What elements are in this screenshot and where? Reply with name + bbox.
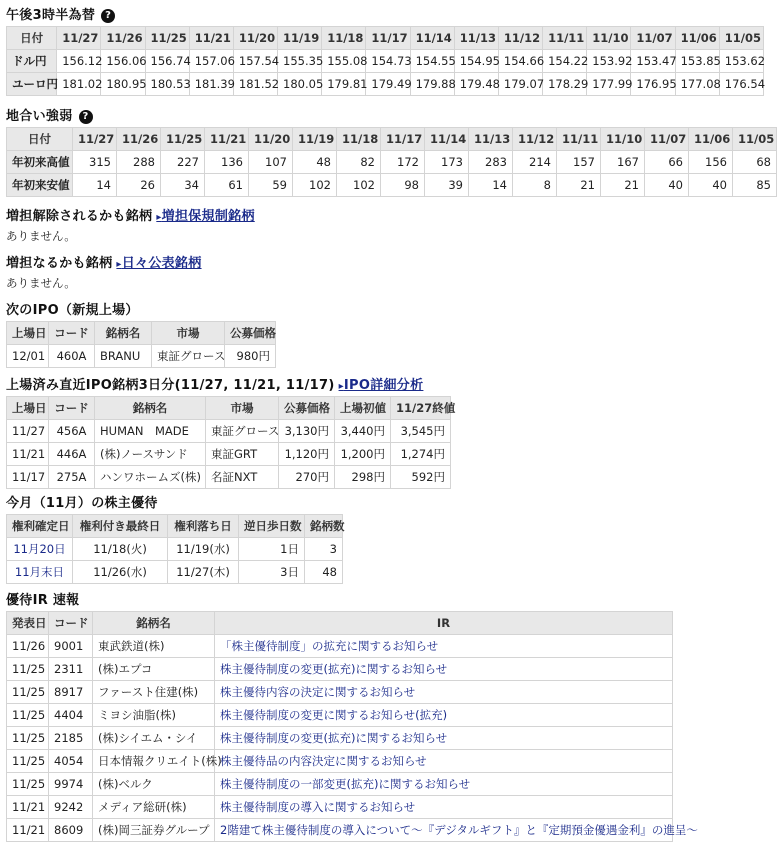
date-header: 11/13: [454, 27, 498, 50]
table-cell: 155.08: [322, 50, 366, 73]
table-cell: 11/27: [7, 420, 49, 443]
table-cell: 177.08: [675, 73, 719, 96]
column-header: 銘柄名: [95, 322, 152, 345]
row-label: 年初来高値: [7, 151, 73, 174]
table-row: [7, 73, 764, 96]
row-link[interactable]: 株主優待内容の決定に関するお知らせ: [220, 685, 416, 699]
table-cell: 288: [117, 151, 161, 174]
table-cell: 3: [305, 538, 343, 561]
table-cell: [215, 727, 673, 750]
table-cell: 275A: [49, 466, 95, 489]
table-cell: 156.06: [101, 50, 145, 73]
table-cell: 8: [513, 174, 557, 197]
table-cell: 176.95: [631, 73, 675, 96]
table-row: [7, 443, 451, 466]
column-header: 上場日: [7, 397, 49, 420]
table-row: [7, 704, 673, 727]
table-cell: ミヨシ油脂(株): [93, 704, 215, 727]
table-cell: 157.54: [233, 50, 277, 73]
row-link[interactable]: 11月20日: [13, 542, 66, 556]
row-link[interactable]: 株主優待制度の変更に関するお知らせ(拡充): [220, 708, 448, 722]
table-cell: 40: [689, 174, 733, 197]
table-cell: ハンワホームズ(株): [95, 466, 206, 489]
table-cell: 11/25: [7, 704, 49, 727]
table-cell: 21: [557, 174, 601, 197]
table-cell: 1,274円: [391, 443, 451, 466]
fx-section-title: [6, 4, 115, 23]
table-cell: 61: [205, 174, 249, 197]
table-cell: 12/01: [7, 345, 49, 368]
recent-ipo-title-text: 上場済み直近IPO銘柄3日分(11/27, 11/21, 11/17): [6, 378, 335, 393]
table-cell: 155.35: [278, 50, 322, 73]
table-cell: 167: [601, 151, 645, 174]
date-header: 11/26: [117, 128, 161, 151]
table-cell: BRANU: [95, 345, 152, 368]
table-cell: [215, 635, 673, 658]
table-cell: 11/26(水): [73, 561, 168, 584]
date-header: 11/11: [557, 128, 601, 151]
date-header: 11/25: [145, 27, 189, 50]
benefits-header-row: [7, 515, 343, 538]
date-header: 11/05: [733, 128, 777, 151]
table-cell: 181.02: [57, 73, 101, 96]
table-cell: [215, 704, 673, 727]
table-cell: 名証NXT: [206, 466, 279, 489]
table-row: [7, 727, 673, 750]
table-cell: 173: [425, 151, 469, 174]
table-cell: 154.55: [410, 50, 454, 73]
column-header: 上場日: [7, 322, 49, 345]
table-cell: 3日: [239, 561, 305, 584]
margin-add-section-title: [6, 252, 202, 271]
date-header: 11/25: [161, 128, 205, 151]
table-cell: 11/17: [7, 466, 49, 489]
table-cell: 154.22: [543, 50, 587, 73]
row-label: ドル円: [7, 50, 57, 73]
row-link[interactable]: 株主優待制度の変更(拡充)に関するお知らせ: [220, 662, 448, 676]
date-header: 11/17: [366, 27, 410, 50]
table-cell: HUMAN MADE: [95, 420, 206, 443]
table-cell: 181.52: [233, 73, 277, 96]
table-cell: 8609: [49, 819, 93, 842]
date-header: 11/14: [425, 128, 469, 151]
column-header: 権利確定日: [7, 515, 73, 538]
strength-header-label: 日付: [7, 128, 73, 151]
date-header: 11/11: [543, 27, 587, 50]
table-cell: 179.48: [454, 73, 498, 96]
table-cell: 3,440円: [335, 420, 391, 443]
column-header: 権利落ち日: [168, 515, 239, 538]
column-header: 銘柄名: [95, 397, 206, 420]
table-cell: 11/25: [7, 727, 49, 750]
fx-header-label: 日付: [7, 27, 57, 50]
table-cell: 8917: [49, 681, 93, 704]
column-header: コード: [49, 397, 95, 420]
row-link[interactable]: 11月末日: [14, 565, 65, 579]
table-cell: 東証グロース: [206, 420, 279, 443]
table-cell: (株)エプコ: [93, 658, 215, 681]
row-link[interactable]: 株主優待品の内容決定に関するお知らせ: [220, 754, 427, 768]
date-header: 11/05: [719, 27, 763, 50]
help-icon[interactable]: ?: [101, 9, 115, 23]
margin-release-section-title: [6, 205, 255, 224]
table-cell: 34: [161, 174, 205, 197]
column-header: 市場: [206, 397, 279, 420]
table-cell: [7, 561, 73, 584]
table-cell: 179.49: [366, 73, 410, 96]
table-cell: 156.74: [145, 50, 189, 73]
table-cell: 98: [381, 174, 425, 197]
table-cell: [7, 538, 73, 561]
margin-release-none-text: ありません。: [6, 229, 76, 243]
table-cell: 68: [733, 151, 777, 174]
next-ipo-header-row: [7, 322, 276, 345]
table-cell: 592円: [391, 466, 451, 489]
column-header: 11/27終値: [391, 397, 451, 420]
column-header: 逆日歩日数: [239, 515, 305, 538]
table-cell: 153.92: [587, 50, 631, 73]
table-cell: 48: [293, 151, 337, 174]
row-link[interactable]: 「株主優待制度」の拡充に関するお知らせ: [220, 639, 439, 653]
table-cell: 4404: [49, 704, 93, 727]
table-cell: 40: [645, 174, 689, 197]
fx-header-row: [7, 27, 764, 50]
table-cell: 180.05: [278, 73, 322, 96]
date-header: 11/19: [293, 128, 337, 151]
table-cell: 11/18(火): [73, 538, 168, 561]
table-cell: (株)シイエム・シイ: [93, 727, 215, 750]
table-cell: 11/21: [7, 796, 49, 819]
table-cell: 172: [381, 151, 425, 174]
date-header: 11/07: [645, 128, 689, 151]
table-cell: 2311: [49, 658, 93, 681]
table-cell: 107: [249, 151, 293, 174]
table-cell: 179.07: [498, 73, 542, 96]
row-link[interactable]: 株主優待制度の導入に関するお知らせ: [220, 800, 416, 814]
date-header: 11/26: [101, 27, 145, 50]
table-cell: 180.95: [101, 73, 145, 96]
column-header: 公募価格: [225, 322, 276, 345]
table-cell: 136: [205, 151, 249, 174]
table-cell: 102: [293, 174, 337, 197]
row-label: 年初来安値: [7, 174, 73, 197]
margin-regulation-link[interactable]: ▸ 増担保規制銘柄: [156, 209, 254, 224]
column-header: 市場: [152, 322, 225, 345]
table-cell: 東証GRT: [206, 443, 279, 466]
table-row: [7, 50, 764, 73]
date-header: 11/13: [469, 128, 513, 151]
ir-table: [6, 611, 698, 842]
date-header: 11/12: [498, 27, 542, 50]
table-cell: 48: [305, 561, 343, 584]
column-header: 銘柄名: [93, 612, 215, 635]
table-row: [7, 345, 276, 368]
next-ipo-table: [6, 321, 276, 368]
strength-section-title: [6, 105, 93, 124]
daily-disclosure-link[interactable]: ▸ 日々公表銘柄: [116, 256, 201, 271]
table-cell: 154.73: [366, 50, 410, 73]
table-cell: 1日: [239, 538, 305, 561]
date-header: 11/17: [381, 128, 425, 151]
date-header: 11/10: [601, 128, 645, 151]
table-cell: 85: [733, 174, 777, 197]
table-cell: 157: [557, 151, 601, 174]
table-cell: 157.06: [189, 50, 233, 73]
table-cell: 315: [73, 151, 117, 174]
date-header: 11/19: [278, 27, 322, 50]
ipo-analysis-link[interactable]: ▸ IPO詳細分析: [339, 378, 424, 393]
next-ipo-section-title: 次のIPO（新規上場）: [6, 303, 139, 318]
table-cell: 446A: [49, 443, 95, 466]
table-cell: 154.66: [498, 50, 542, 73]
table-cell: 日本情報クリエイト(株): [93, 750, 215, 773]
margin-add-title-text: 増担なるかも銘柄: [6, 256, 113, 271]
table-cell: 980円: [225, 345, 276, 368]
column-header: IR: [215, 612, 673, 635]
table-cell: 156.12: [57, 50, 101, 73]
table-cell: [215, 750, 673, 773]
table-cell: [215, 773, 673, 796]
date-header: 11/12: [513, 128, 557, 151]
table-cell: 14: [73, 174, 117, 197]
table-cell: 1,120円: [279, 443, 335, 466]
table-cell: 11/25: [7, 750, 49, 773]
column-header: 銘柄数: [305, 515, 343, 538]
table-cell: 9001: [49, 635, 93, 658]
table-cell: 11/27(木): [168, 561, 239, 584]
table-cell: 156: [689, 151, 733, 174]
date-header: 11/27: [73, 128, 117, 151]
date-header: 11/20: [249, 128, 293, 151]
fx-title-text: 午後3時半為替: [6, 8, 96, 23]
table-cell: 177.99: [587, 73, 631, 96]
row-link[interactable]: 2階建て株主優待制度の導入について～『デジタルギフト』と『定期預金優遇金利』の進呈～: [220, 823, 698, 837]
margin-add-none-text: ありません。: [6, 276, 76, 290]
table-cell: 東証グロース: [152, 345, 225, 368]
table-cell: 102: [337, 174, 381, 197]
table-cell: 298円: [335, 466, 391, 489]
date-header: 11/21: [189, 27, 233, 50]
table-cell: 11/26: [7, 635, 49, 658]
table-cell: 153.47: [631, 50, 675, 73]
table-row: [7, 635, 673, 658]
table-cell: 154.95: [454, 50, 498, 73]
table-cell: [215, 819, 698, 842]
table-cell: 227: [161, 151, 205, 174]
table-cell: 11/25: [7, 681, 49, 704]
table-cell: 39: [425, 174, 469, 197]
table-cell: 270円: [279, 466, 335, 489]
table-row: [7, 796, 673, 819]
table-cell: 456A: [49, 420, 95, 443]
table-row: [7, 561, 343, 584]
ir-section-title: 優待IR 速報: [6, 593, 80, 608]
date-header: 11/06: [675, 27, 719, 50]
table-cell: 179.81: [322, 73, 366, 96]
table-cell: 3,130円: [279, 420, 335, 443]
row-label: ユーロ円: [7, 73, 57, 96]
table-cell: ファースト住建(株): [93, 681, 215, 704]
table-cell: (株)ノースサンド: [95, 443, 206, 466]
table-cell: 82: [337, 151, 381, 174]
margin-release-title-text: 増担解除されるかも銘柄: [6, 209, 153, 224]
table-cell: (株)ベルク: [93, 773, 215, 796]
fx-table: [6, 26, 764, 96]
strength-title-text: 地合い強弱: [6, 109, 73, 124]
date-header: 11/27: [57, 27, 101, 50]
table-cell: 460A: [49, 345, 95, 368]
table-cell: 153.62: [719, 50, 763, 73]
date-header: 11/18: [322, 27, 366, 50]
column-header: 発表日: [7, 612, 49, 635]
recent-ipo-section-title: [6, 374, 423, 393]
help-icon[interactable]: ?: [79, 110, 93, 124]
table-cell: メディア総研(株): [93, 796, 215, 819]
table-cell: (株)岡三証券グループ: [93, 819, 215, 842]
row-link[interactable]: 株主優待制度の一部変更(拡充)に関するお知らせ: [220, 777, 471, 791]
table-cell: 180.53: [145, 73, 189, 96]
row-link[interactable]: 株主優待制度の変更(拡充)に関するお知らせ: [220, 731, 448, 745]
table-row: [7, 819, 673, 842]
table-cell: 11/21: [7, 443, 49, 466]
table-row: [7, 773, 673, 796]
table-row: [7, 466, 451, 489]
table-cell: 14: [469, 174, 513, 197]
table-cell: 9974: [49, 773, 93, 796]
table-cell: 176.54: [719, 73, 763, 96]
column-header: コード: [49, 322, 95, 345]
table-cell: 181.39: [189, 73, 233, 96]
date-header: 11/20: [233, 27, 277, 50]
recent-ipo-header-row: [7, 397, 451, 420]
table-cell: 3,545円: [391, 420, 451, 443]
table-row: [7, 750, 673, 773]
table-row: [7, 658, 673, 681]
date-header: 11/07: [631, 27, 675, 50]
table-row: [7, 420, 451, 443]
column-header: コード: [49, 612, 93, 635]
table-cell: 11/25: [7, 773, 49, 796]
date-header: 11/21: [205, 128, 249, 151]
date-header: 11/18: [337, 128, 381, 151]
table-cell: 4054: [49, 750, 93, 773]
ir-header-row: [7, 612, 673, 635]
table-cell: [215, 681, 673, 704]
date-header: 11/14: [410, 27, 454, 50]
table-cell: 179.88: [410, 73, 454, 96]
table-cell: 283: [469, 151, 513, 174]
table-row: [7, 151, 777, 174]
benefits-table: [6, 514, 343, 584]
table-row: [7, 538, 343, 561]
column-header: 公募価格: [279, 397, 335, 420]
table-cell: 11/21: [7, 819, 49, 842]
date-header: 11/10: [587, 27, 631, 50]
table-cell: 66: [645, 151, 689, 174]
recent-ipo-table: [6, 396, 456, 489]
column-header: 上場初値: [335, 397, 391, 420]
column-header: 権利付き最終日: [73, 515, 168, 538]
table-cell: 214: [513, 151, 557, 174]
table-cell: 21: [601, 174, 645, 197]
table-cell: 11/25: [7, 658, 49, 681]
table-cell: 26: [117, 174, 161, 197]
table-row: [7, 681, 673, 704]
benefits-section-title: 今月（11月）の株主優待: [6, 496, 158, 511]
table-cell: 2185: [49, 727, 93, 750]
table-cell: 59: [249, 174, 293, 197]
table-cell: 178.29: [543, 73, 587, 96]
table-row: [7, 174, 777, 197]
table-cell: [215, 658, 673, 681]
table-cell: 11/19(水): [168, 538, 239, 561]
table-cell: 東武鉄道(株): [93, 635, 215, 658]
strength-header-row: [7, 128, 777, 151]
table-cell: [215, 796, 673, 819]
date-header: 11/06: [689, 128, 733, 151]
table-cell: 1,200円: [335, 443, 391, 466]
table-cell: 153.85: [675, 50, 719, 73]
table-cell: 9242: [49, 796, 93, 819]
strength-table: [6, 127, 777, 197]
